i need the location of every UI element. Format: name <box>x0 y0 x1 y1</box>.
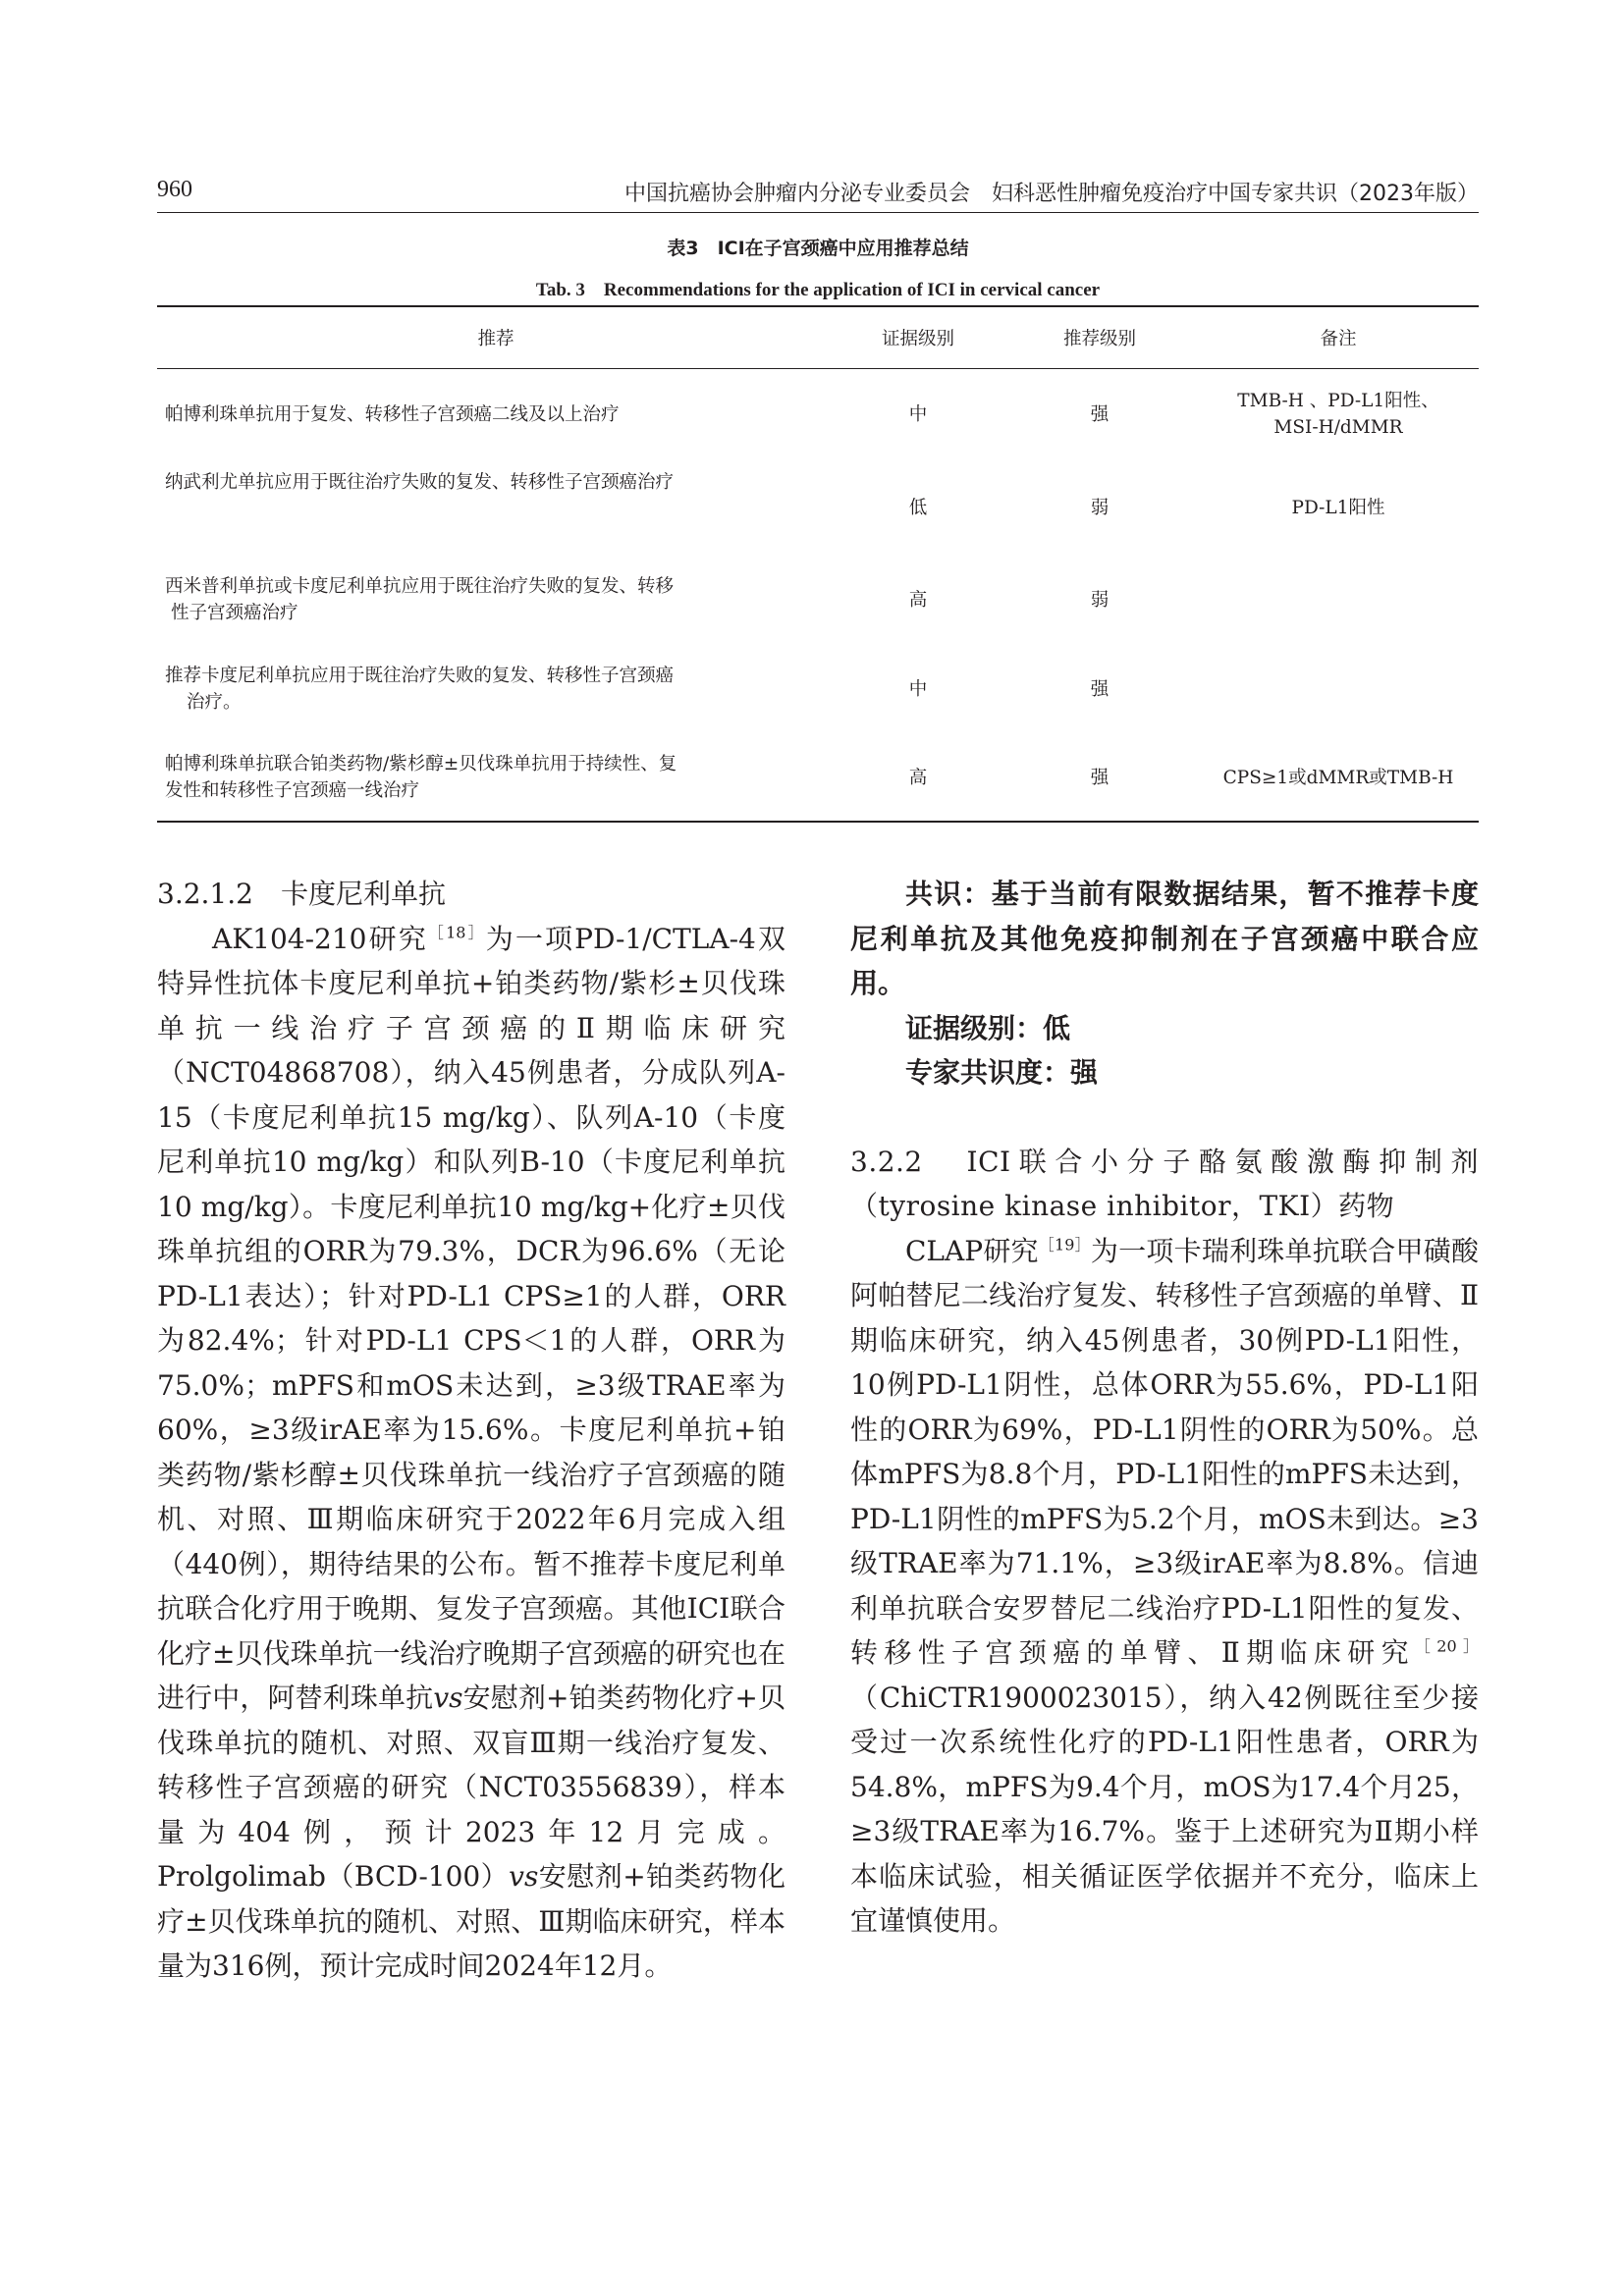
recommendation-line: 帕博利珠单抗联合铂类药物/紫杉醇±贝伐珠单抗用于持续性、复 <box>165 754 677 774</box>
paragraph-text: AK104-210研究 <box>212 922 428 955</box>
note-cell <box>1198 644 1479 734</box>
paragraph-text: （ChiCTR1900023015），纳入42例既往至少接受过一次系统性化疗的PD-L1阳性患者，ORR为54.8%，mPFS为9.4个月，mOS为17.4个月25，≥3级TRAE率为16.7%。鉴于上述研究为Ⅱ期小样本临床试验，相关循证医学依据并不充分，临床上宜谨慎使用。 <box>850 1681 1479 1937</box>
recommendation-table <box>157 305 1479 823</box>
body-paragraph <box>850 1229 1479 1944</box>
evidence-cell: 中 <box>908 403 928 425</box>
paragraph-text: 安慰剂+铂类药物化疗±贝伐珠单抗的随机、对照、Ⅲ期临床研究，样本量为316例，预计完成时间2024年12月。 <box>157 1860 785 1982</box>
table-caption-en: Tab. 3 Recommendations for the application of ICI in cervical cancer <box>535 280 1101 300</box>
column-header-note: 备注 <box>1320 329 1357 349</box>
left-text-column <box>157 872 785 1989</box>
recommendation-line: 发性和转移性子宫颈癌一线治疗 <box>165 780 420 801</box>
note-line: MSI-H/dMMR <box>1273 417 1403 438</box>
recommendation-cell <box>157 734 835 822</box>
citation: ［20］ <box>1414 1636 1479 1656</box>
evidence-cell: 高 <box>908 589 928 611</box>
grade-cell: 强 <box>1090 403 1110 425</box>
evidence-cell: 低 <box>908 497 928 518</box>
paragraph-text: 为一项卡瑞利珠单抗联合甲磺酸阿帕替尼二线治疗复发、转移性子宫颈癌的单臂、Ⅱ期临床研究，纳入45例患者，30例PD-L1阳性，10例PD-L1阴性，总体ORR为55.6%，PD-L1阳性的ORR为69%，PD-L1阴性的ORR为50%。总体mPFS为8.8个月，PD-L1阳性的mPFS未达到，PD-L1阴性的mPFS为5.2个月，mOS未到达。≥3级TRAE率为71.1%，≥3级irAE率为8.8%。信迪利单抗联合安罗替尼二线治疗PD-L1阳性的复发、转移性子宫颈癌的单臂、Ⅱ期临床研究 <box>850 1234 1479 1669</box>
section-heading: 3.2.2 ICI联合小分子酪氨酸激酶抑制剂（tyrosine kinase inhibitor，TKI）药物 <box>850 1145 1479 1222</box>
grade-cell: 弱 <box>1090 497 1110 518</box>
table-row <box>157 459 1479 556</box>
column-header-recommendation: 推荐 <box>477 329 514 349</box>
recommendation-cell <box>157 644 835 734</box>
running-header <box>157 177 1479 212</box>
italic-vs: vs <box>509 1860 539 1893</box>
body-paragraph <box>157 917 785 1989</box>
page-number: 960 <box>157 177 192 202</box>
spacer <box>850 1095 1479 1140</box>
paragraph-text: 为一项PD-1/CTLA-4双特异性抗体卡度尼利单抗+铂类药物/紫杉±贝伐珠单抗一线治疗子宫颈癌的Ⅱ期临床研究（NCT04868708），纳入45例患者，分成队列A-15（卡度尼利单抗15 mg/kg）、队列A-10（卡度尼利单抗10 mg/kg）和队列B-10（卡度尼利单抗10 mg/kg）。卡度尼利单抗10 mg/kg+化疗±贝伐珠单抗组的ORR为79.3%，DCR为96.6%（无论PD-L1表达）；针对PD-L1 CPS≥1的人群，ORR为82.4%；针对PD-L1 CPS＜1的人群，ORR为75.0%；mPFS和mOS未达到，≥3级TRAE率为60%，≥3级irAE率为15.6%。卡度尼利单抗+铂类药物/紫杉醇±贝伐珠单抗一线治疗子宫颈癌的随机、对照、Ⅲ期临床研究于2022年6月完成入组（440例），期待结果的公布。暂不推荐卡度尼利单抗联合化疗用于晚期、复发子宫颈癌。其他ICI联合化疗±贝伐珠单抗一线治疗晚期子宫颈癌的研究也在进行中，阿替利珠单抗 <box>157 922 785 1714</box>
grade-cell: 强 <box>1090 678 1110 700</box>
citation: ［18］ <box>427 923 486 942</box>
recommendation-line: 西米普利单抗或卡度尼利单抗应用于既往治疗失败的复发、转移 <box>165 576 675 597</box>
column-header-evidence: 证据级别 <box>881 329 954 349</box>
recommendation-line: 性子宫颈癌治疗 <box>171 603 298 623</box>
evidence-level: 证据级别：低 <box>905 1011 1071 1044</box>
recommendation-cell: 纳武利尤单抗应用于既往治疗失败的复发、转移性子宫颈癌治疗 <box>165 472 675 493</box>
paragraph-text: 安慰剂+铂类药物化疗+贝伐珠单抗的随机、对照、双盲Ⅲ期一线治疗复发、转移性子宫颈癌的研究（NCT03556839），样本量为404例，预计2023年12月完成。Prolgolimab（BCD-100） <box>157 1682 785 1893</box>
table-caption-zh: 表3 ICI在子宫颈癌中应用推荐总结 <box>667 238 969 259</box>
header-rule <box>157 212 1479 213</box>
recommendation-cell <box>157 556 835 644</box>
expert-consensus-level: 专家共识度：强 <box>905 1056 1099 1089</box>
note-cell <box>1198 369 1479 460</box>
recommendation-line: 治疗。 <box>187 692 242 713</box>
consensus-statement: 共识：基于当前有限数据结果，暂不推荐卡度尼利单抗及其他免疫抑制剂在子宫颈癌中联合应用。 <box>850 878 1479 999</box>
italic-vs: vs <box>433 1682 463 1714</box>
recommendation-line: 推荐卡度尼利单抗应用于既往治疗失败的复发、转移性子宫颈癌 <box>165 666 675 686</box>
citation: ［19］ <box>1038 1235 1091 1255</box>
grade-cell: 强 <box>1090 767 1110 788</box>
note-cell: PD-L1阳性 <box>1291 497 1385 518</box>
note-cell <box>1198 556 1479 644</box>
column-header-grade: 推荐级别 <box>1062 329 1136 349</box>
evidence-cell: 中 <box>908 678 928 700</box>
grade-cell: 弱 <box>1090 589 1110 611</box>
table-row <box>157 644 1479 734</box>
table-row <box>157 369 1479 460</box>
table-row <box>157 556 1479 644</box>
note-cell: CPS≥1或dMMR或TMB-H <box>1222 767 1454 788</box>
right-text-column <box>850 872 1479 1944</box>
running-title: 中国抗癌协会肿瘤内分泌专业委员会 妇科恶性肿瘤免疫治疗中国专家共识（2023年版） <box>624 182 1479 206</box>
paragraph-text: CLAP研究 <box>905 1234 1039 1267</box>
note-line: TMB-H 、PD-L1阳性、 <box>1237 391 1439 411</box>
recommendation-cell: 帕博利珠单抗用于复发、转移性子宫颈癌二线及以上治疗 <box>165 403 620 425</box>
section-heading: 3.2.1.2 卡度尼利单抗 <box>157 878 446 910</box>
table-row <box>157 734 1479 822</box>
table-header-row <box>157 306 1479 369</box>
evidence-cell: 高 <box>908 767 928 788</box>
